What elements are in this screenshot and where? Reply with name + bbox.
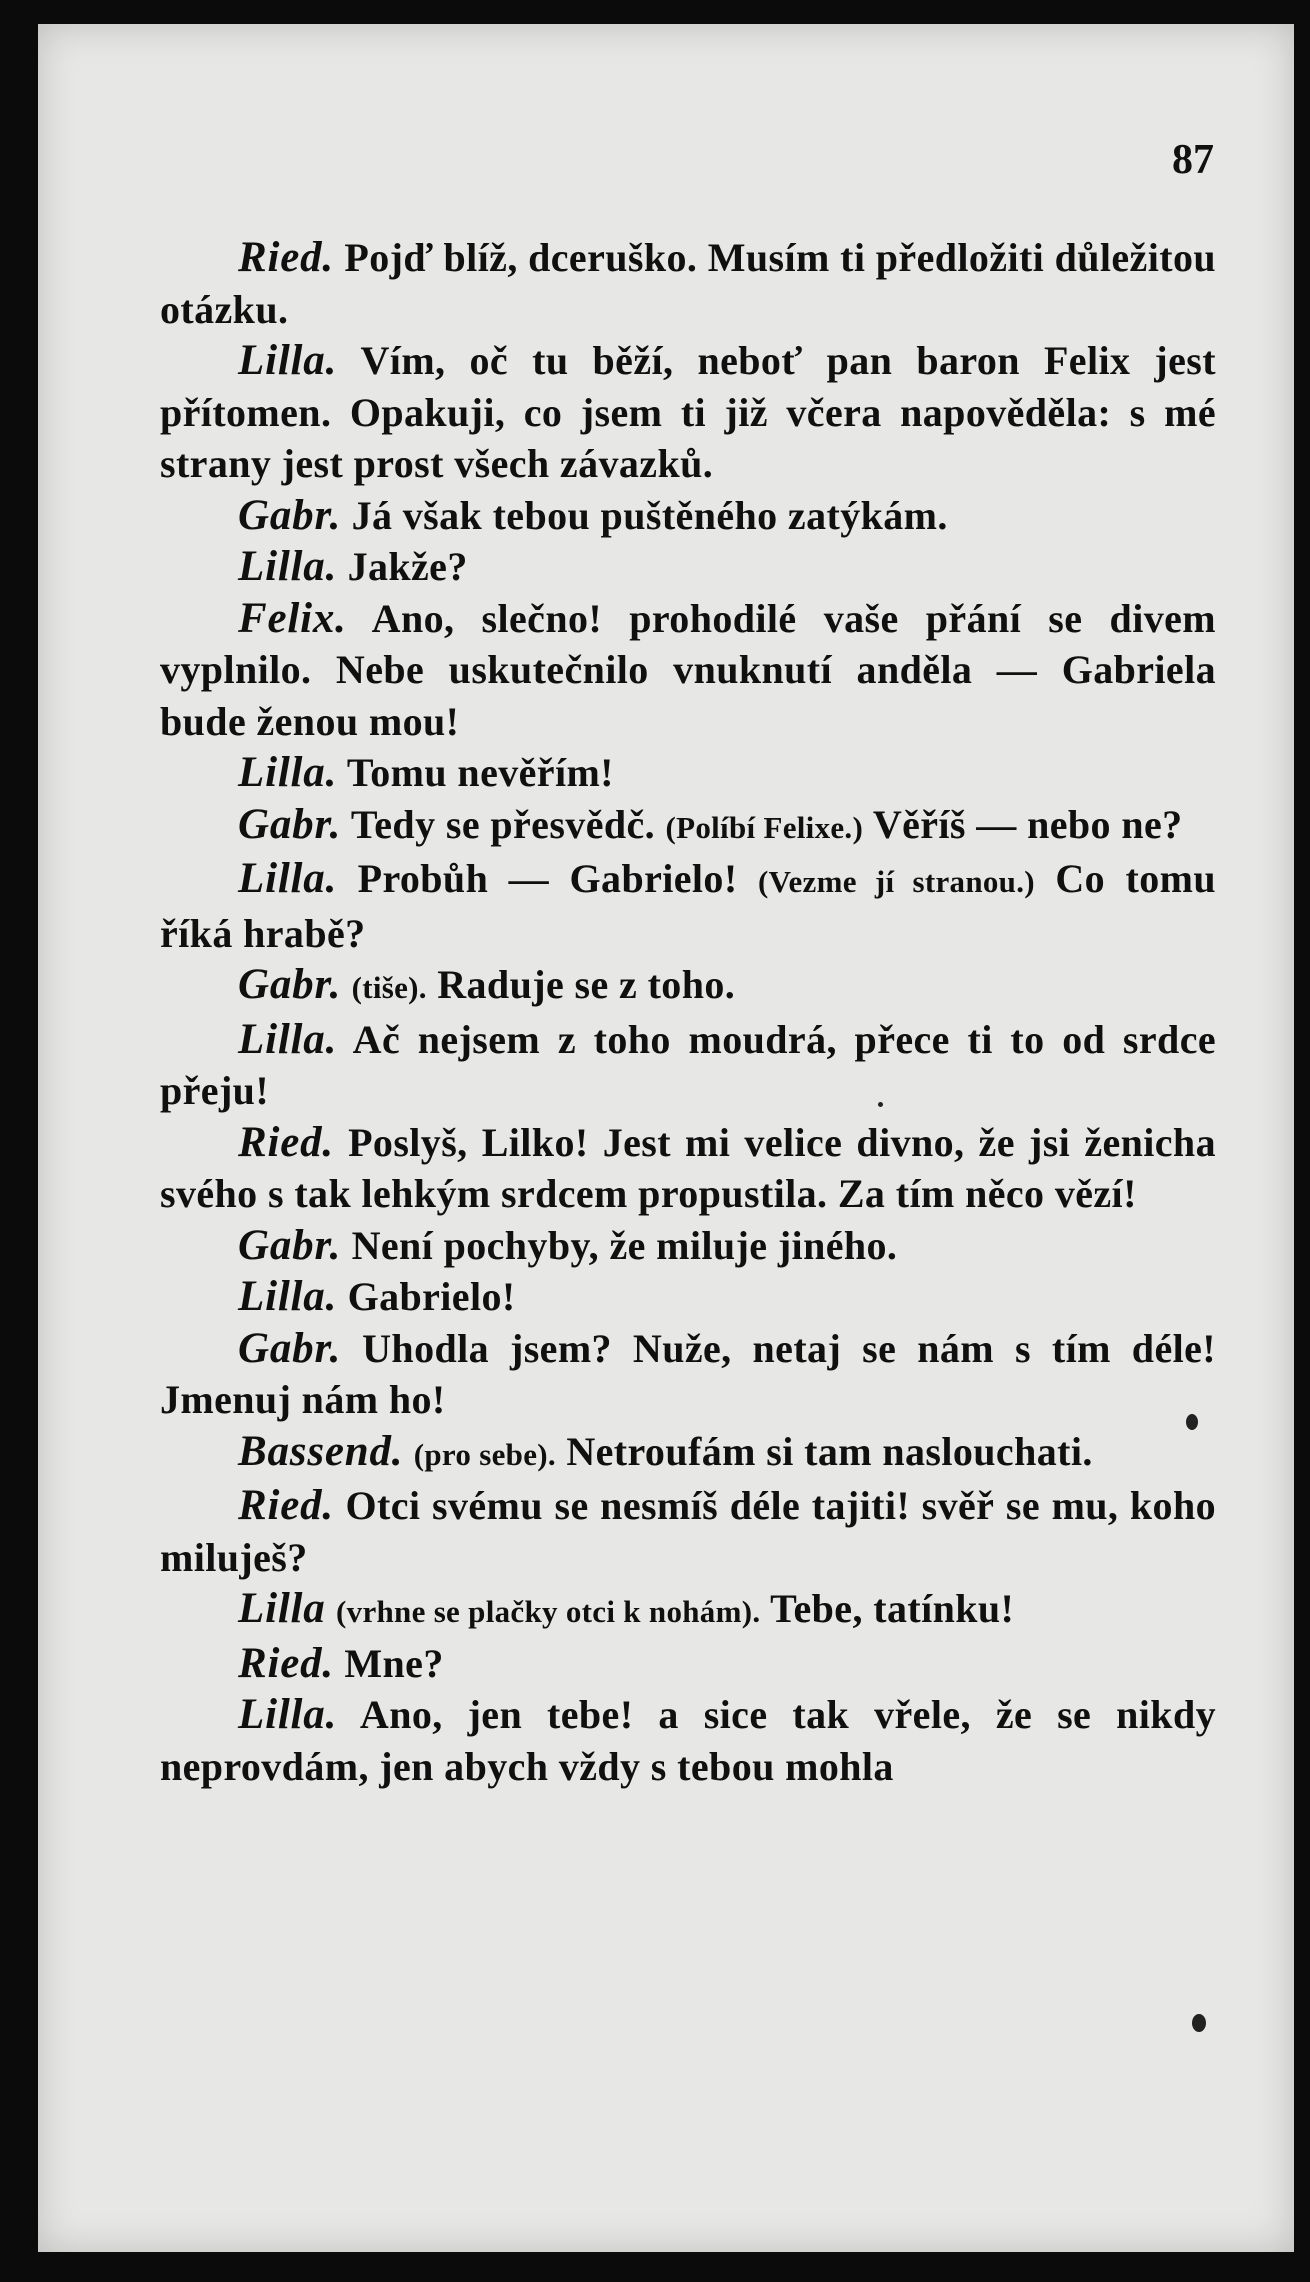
- line-text: Tedy se přesvědč.: [350, 801, 656, 847]
- speaker-name: Bassend.: [238, 1427, 404, 1475]
- speaker-name: Lilla.: [238, 337, 338, 384]
- line-text: Ano, slečno! prohodilé vaše přání se divem vyplnilo. Nebe uskutečnilo vnuknutí anděla — Gabriela bude ženou mou!: [160, 595, 1216, 744]
- ink-dot: [878, 1102, 883, 1107]
- line-text: Mne?: [344, 1640, 444, 1686]
- speaker-name: Ried.: [238, 1118, 334, 1166]
- line-text-continued: Co tomu říká hrabě?: [160, 856, 1216, 956]
- dialogue-line: [160, 853, 1216, 959]
- speaker-name: Lilla.: [238, 855, 338, 902]
- dialogue-line: [160, 232, 1216, 335]
- dialogue-line: [160, 799, 1216, 854]
- dialogue-line: [160, 747, 1216, 799]
- line-text-continued: Raduje se z toho.: [437, 962, 736, 1007]
- dialogue-line: [160, 490, 1216, 542]
- speaker-name: Gabr.: [238, 961, 342, 1008]
- dialogue-line: [160, 1014, 1216, 1117]
- line-text: Tomu nevěřím!: [346, 750, 614, 795]
- line-text: Pojď blíž, dceruško. Musím ti předložiti důležitou otázku.: [160, 235, 1216, 332]
- speaker-name: Lilla.: [238, 1015, 338, 1063]
- line-text: Poslyš, Lilko! Jest mi velice divno, že jsi ženicha svého s tak lehkým srdcem propustila. Za tím něco vězí!: [160, 1119, 1216, 1216]
- speaker-name: Lilla.: [238, 1273, 338, 1320]
- line-text: Otci svému se nesmíš déle tajiti! svěř se mu, koho miluješ?: [160, 1483, 1216, 1580]
- line-text-continued: Tebe, tatínku!: [770, 1586, 1015, 1631]
- dialogue-line: [160, 1271, 1216, 1323]
- speaker-name: Ried.: [238, 234, 334, 281]
- dialogue-line: [160, 959, 1216, 1014]
- line-text: Jakže?: [347, 544, 468, 589]
- dialogue-line: [160, 1480, 1216, 1583]
- dialogue-text: [160, 232, 1216, 1792]
- dialogue-line: [160, 1220, 1216, 1272]
- line-text: Ač nejsem z toho moudrá, přece ti to od srdce přeju!: [160, 1016, 1216, 1113]
- stage-direction: (vrhne se plačky otci k nohám).: [336, 1594, 761, 1629]
- line-text: Ano, jen tebe! a sice tak vřele, že se nikdy neprovdám, jen abych vždy s tebou mohla: [160, 1692, 1216, 1789]
- dialogue-line: [160, 1117, 1216, 1220]
- speaker-name: Gabr.: [238, 800, 342, 848]
- stage-direction: (tiše).: [351, 970, 427, 1005]
- line-text: Vím, oč tu běží, neboť pan baron Felix jest přítomen. Opakuji, co jsem ti již včera napověděla: s mé strany jest prost všech závazků.: [160, 338, 1216, 486]
- dialogue-line: [160, 1426, 1216, 1481]
- stage-direction: (pro sebe).: [413, 1436, 556, 1472]
- dialogue-line: [160, 541, 1216, 593]
- line-text: Probůh — Gabrielo!: [357, 856, 738, 901]
- dialogue-line: [160, 335, 1216, 490]
- ink-dot: [1186, 1414, 1198, 1430]
- dialogue-line: [160, 1689, 1216, 1792]
- speaker-name: Felix.: [238, 594, 347, 642]
- line-text-continued: Netroufám si tam naslouchati.: [566, 1428, 1093, 1474]
- line-text: Já však tebou puštěného zatýkám.: [351, 492, 948, 538]
- speaker-name: Lilla.: [238, 1691, 338, 1738]
- dialogue-line: [160, 1583, 1216, 1638]
- speaker-name: Ried.: [238, 1482, 334, 1529]
- speaker-name: Lilla.: [238, 543, 338, 590]
- line-text: Uhodla jsem? Nuže, netaj se nám s tím déle! Jmenuj nám ho!: [160, 1325, 1216, 1422]
- dialogue-line: [160, 593, 1216, 748]
- speaker-name: Ried.: [238, 1639, 334, 1687]
- line-text: Není pochyby, že miluje jiného.: [351, 1222, 898, 1268]
- book-page: [38, 24, 1294, 2252]
- dialogue-line: [160, 1323, 1216, 1426]
- ink-dot: [1192, 2014, 1206, 2032]
- line-text-continued: Věříš — nebo ne?: [872, 801, 1183, 847]
- speaker-name: Lilla: [238, 1585, 326, 1632]
- speaker-name: Gabr.: [238, 1221, 342, 1269]
- line-text: Gabrielo!: [347, 1274, 516, 1319]
- stage-direction: (Vezme jí stranou.): [758, 864, 1035, 899]
- stage-direction: (Políbí Felixe.): [665, 809, 864, 845]
- speaker-name: Gabr.: [238, 1324, 342, 1372]
- speaker-name: Lilla.: [238, 749, 338, 796]
- page-number: 87: [1172, 137, 1214, 183]
- dialogue-line: [160, 1638, 1216, 1690]
- speaker-name: Gabr.: [238, 491, 342, 539]
